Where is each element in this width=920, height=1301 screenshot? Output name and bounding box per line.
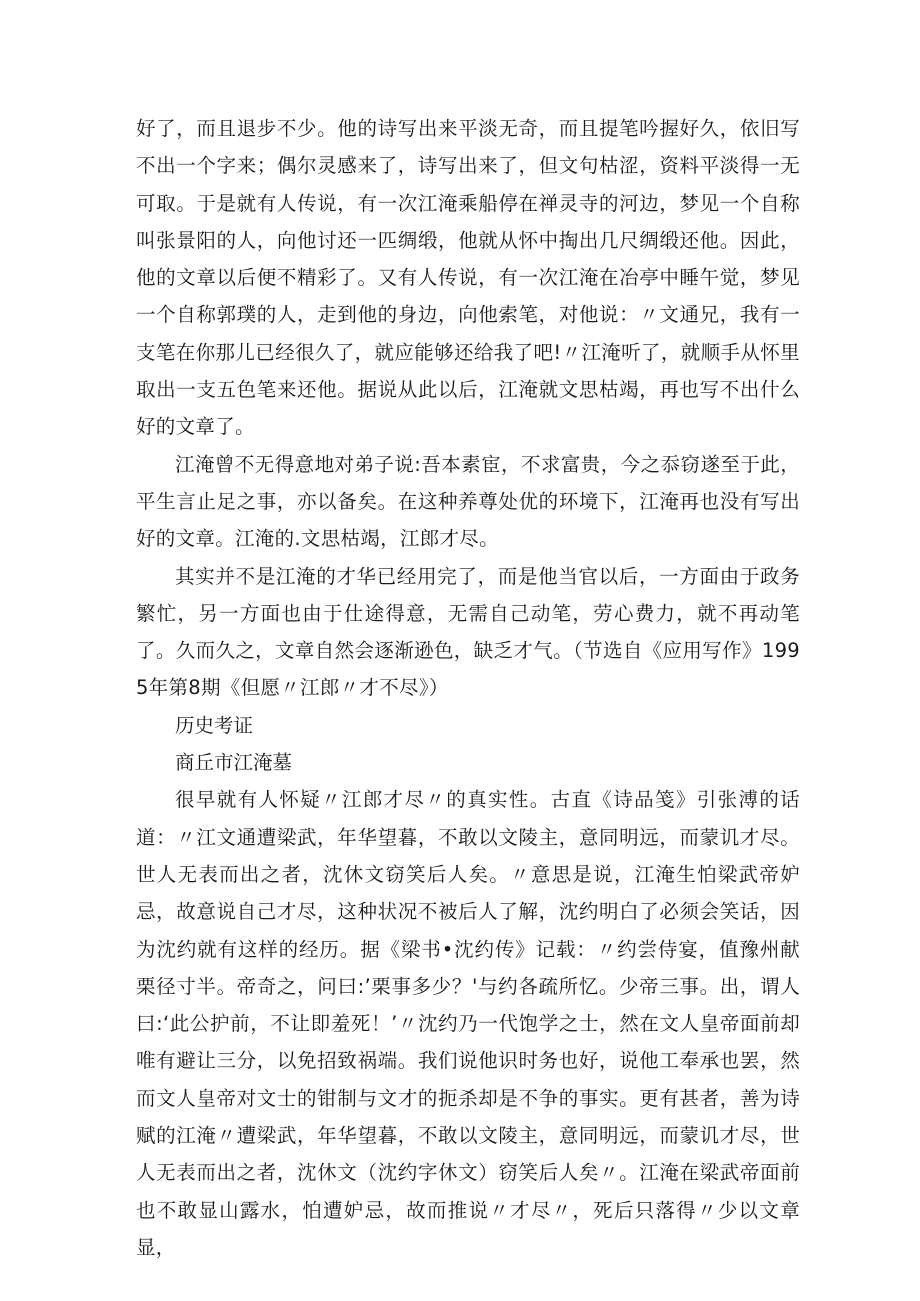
section-heading-history: 历史考证 <box>175 713 254 737</box>
paragraph-doubt: 很早就有人怀疑〃江郎才尽〃的真实性。古直《诗品笺》引张溥的话道：〃江文通遭梁武，年华望暮，不敢以文陵主，意同明远，而蒙讥才尽。世人无表而出之者，沈休文窃笑后人矣。〃意思是说，江淹生怕梁武帝妒忌，故意说自己才尽，这种状况不被后人了解，沈约明白了必须会笑话，因为沈约就有这样的经历。据《梁书•沈约传》记载：〃约尝侍宴，值豫州献栗径寸半。帝奇之，问曰:’栗事多少？'与约各疏所忆。少帝三事。出，谓人曰:‘此公护前，不让即羞死！’〃沈约乃一代饱学之士，然在文人皇帝面前却唯有避让三分，以免招致祸端。我们说他识时务也好，说他工奉承也罢，然而文人皇帝对文士的钳制与文才的扼杀却是不争的事实。更有甚者，善为诗赋的江淹〃遭梁武，年华望暮，不敢以文陵主，意同明远，而蒙讥才尽，世人无表而出之者，沈休文（沈约字休文）窃笑后人矣〃。江淹在梁武帝面前也不敢显山露水，怕遭妒忌，故而推说〃才尽〃，死后只落得〃少以文章显， <box>136 788 800 1259</box>
paragraph-reason: 其实并不是江淹的才华已经用完了，而是他当官以后，一方面由于政务繁忙，另一方面也由于仕途得意，无需自己动笔，劳心费力，就不再动笔了。久而久之，文章自然会逐渐逊色，缺乏才气。（节选自《应用写作》1995年第8期《但愿〃江郎〃才不尽》） <box>136 564 800 700</box>
paragraph-jiangyan-boast: 江淹曾不无得意地对弟子说:吾本素宦，不求富贵，今之忝窃遂至于此，平生言止足之事，亦以备矣。在这种养尊处优的环境下，江淹再也没有写出好的文章。江淹的.文思枯竭，江郎才尽。 <box>136 452 800 551</box>
document-page <box>136 110 800 1266</box>
paragraph-continuation: 好了，而且退步不少。他的诗写出来平淡无奇，而且提笔吟握好久，依旧写不出一个字来；偶尔灵感来了，诗写出来了，但文句枯涩，资料平淡得一无可取。于是就有人传说，有一次江淹乘船停在禅灵寺的河边，梦见一个自称叫张景阳的人，向他讨还一匹绸缎，他就从怀中掏出几尺绸缎还他。因此，他的文章以后便不精彩了。又有人传说，有一次江淹在冶亭中睡午觉，梦见一个自称郭璞的人，走到他的身边，向他索笔，对他说：〃文通兄，我有一支笔在你那儿已经很久了，就应能够还给我了吧!〃江淹听了，就顺手从怀里取出一支五色笔来还他。据说从此以后，江淹就文思枯竭，再也写不出什么好的文章了。 <box>136 117 800 439</box>
section-subheading-tomb: 商丘市江淹墓 <box>175 751 293 775</box>
